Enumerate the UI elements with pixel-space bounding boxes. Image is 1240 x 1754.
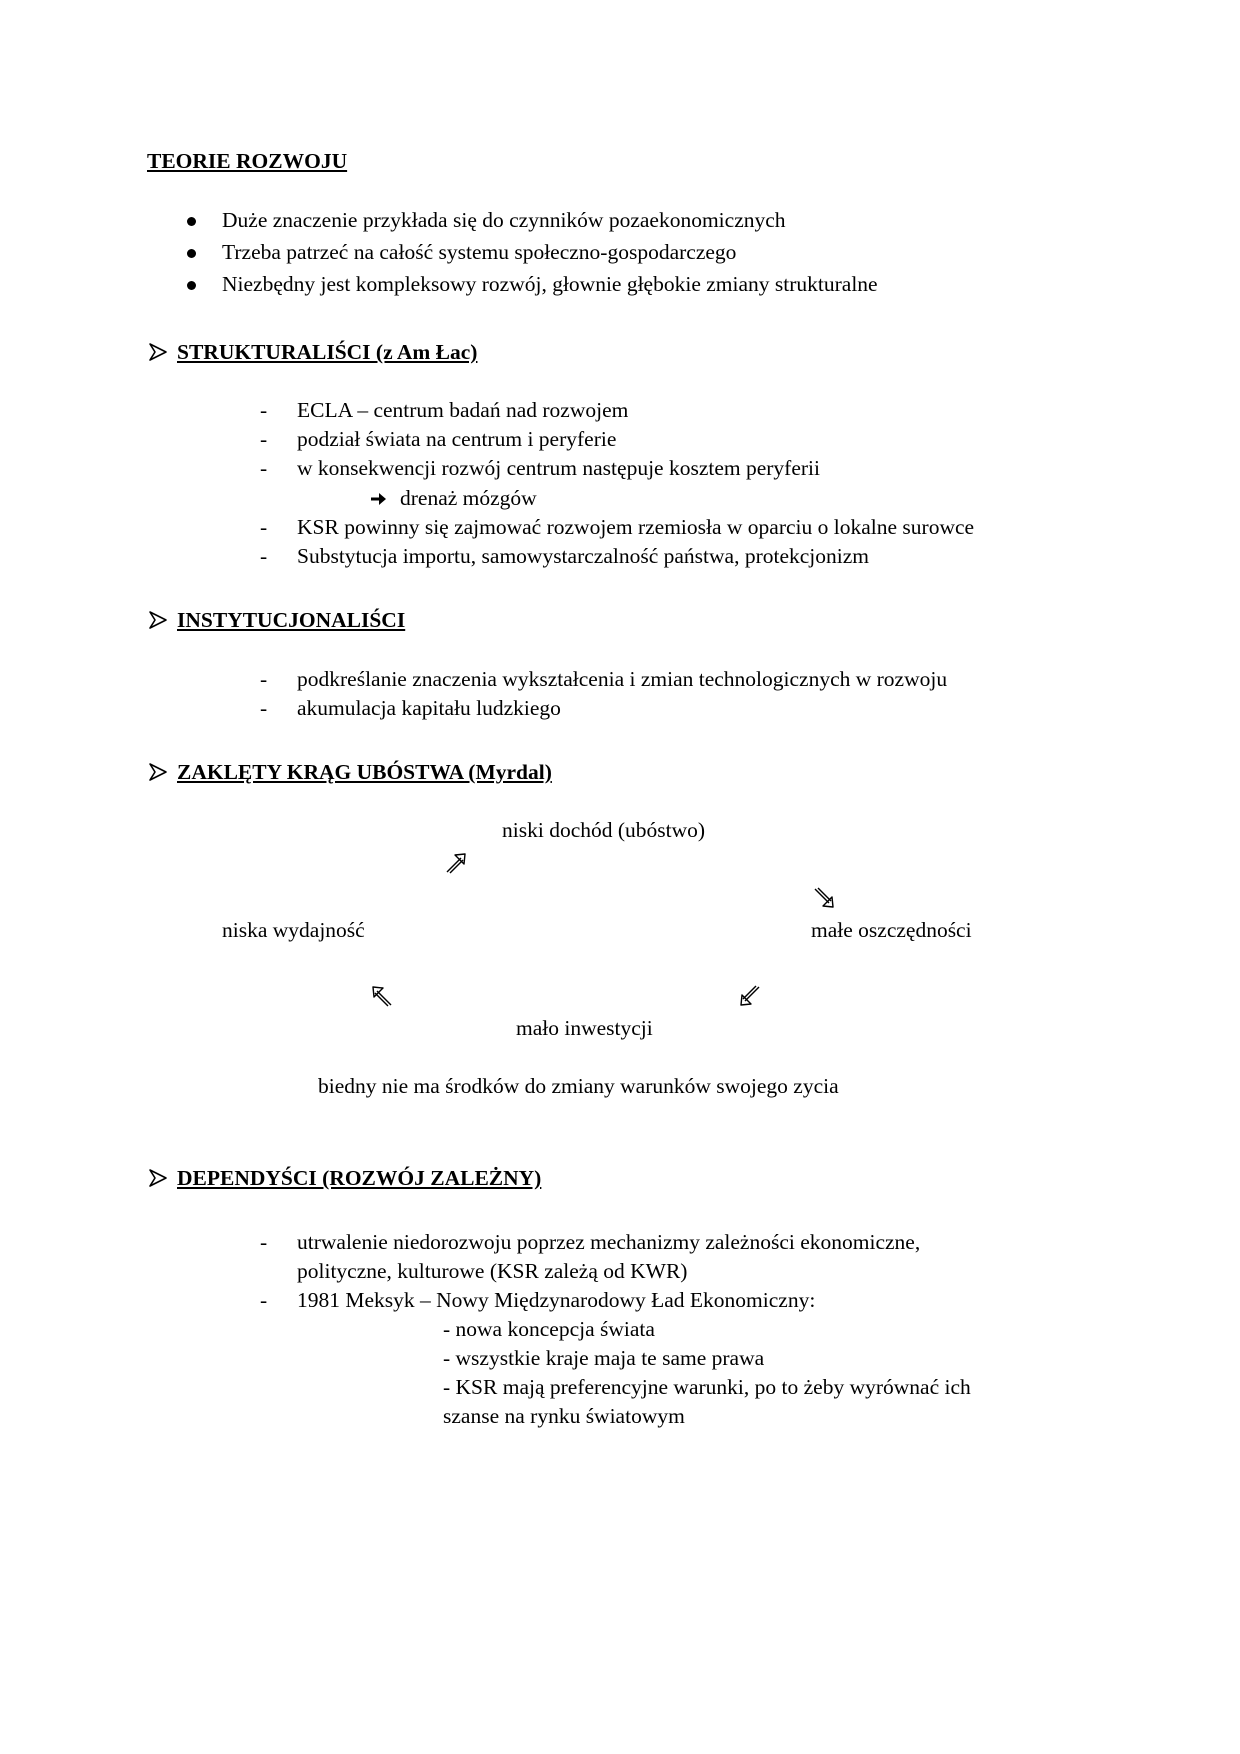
cycle-node-bottom: mało inwestycji <box>516 1016 653 1040</box>
strukturalisci-item-4: KSR powinny się zajmować rozwojem rzemiosła w oparciu o lokalne surowce <box>297 515 975 539</box>
strukturalisci-item-5: Substytucja importu, samowystarczalność państwa, protekcjonizm <box>297 544 870 568</box>
dash-marker: - <box>260 667 268 691</box>
strukturalisci-item-2: podział świata na centrum i peryferie <box>297 427 617 451</box>
bullet-dot <box>187 217 196 226</box>
dependysci-subitem-1: - nowa koncepcja świata <box>443 1317 655 1341</box>
cycle-node-top: niski dochód (ubóstwo) <box>502 818 706 842</box>
section-arrow-icon <box>148 762 168 782</box>
dependysci-subitem-3: - KSR mają preferencyjne warunki, po to żeby wyrównać ich <box>443 1375 971 1399</box>
strukturalisci-subitem: drenaż mózgów <box>400 486 537 510</box>
right-arrow-icon <box>370 490 388 508</box>
page-title: TEORIE ROZWOJU <box>147 149 348 173</box>
section-heading-strukturalisci: STRUKTURALIŚCI (z Am Łac) <box>177 340 478 364</box>
section-heading-instytucjonalisci: INSTYTUCJONALIŚCI <box>177 608 406 632</box>
arrow-down-left-icon <box>738 984 762 1008</box>
section-arrow-icon <box>148 1168 168 1188</box>
strukturalisci-item-3: w konsekwencji rozwój centrum następuje kosztem peryferii <box>297 456 820 480</box>
section-arrow-icon <box>148 342 168 362</box>
section-heading-zaklety-krag: ZAKLĘTY KRĄG UBÓSTWA (Myrdal) <box>177 760 552 784</box>
dependysci-item-1-cont: polityczne, kulturowe (KSR zależą od KWR) <box>297 1259 688 1283</box>
dash-marker: - <box>260 515 268 539</box>
dash-marker: - <box>260 1288 268 1312</box>
cycle-caption: biedny nie ma środków do zmiany warunków swojego zycia <box>318 1074 839 1098</box>
cycle-node-left: niska wydajność <box>222 918 365 942</box>
dependysci-item-1: utrwalenie niedorozwoju poprzez mechanizmy zależności ekonomiczne, <box>297 1230 921 1254</box>
intro-bullet-2: Trzeba patrzeć na całość systemu społeczno-gospodarczego <box>222 240 737 264</box>
dash-marker: - <box>260 1230 268 1254</box>
strukturalisci-item-1: ECLA – centrum badań nad rozwojem <box>297 398 629 422</box>
cycle-node-right: małe oszczędności <box>811 918 972 942</box>
section-heading-dependysci: DEPENDYŚCI (ROZWÓJ ZALEŻNY) <box>177 1166 542 1190</box>
section-arrow-icon <box>148 610 168 630</box>
intro-bullet-3: Niezbędny jest kompleksowy rozwój, głownie głębokie zmiany strukturalne <box>222 272 878 296</box>
dash-marker: - <box>260 398 268 422</box>
bullet-dot <box>187 249 196 258</box>
dash-marker: - <box>260 696 268 720</box>
instytucjonalisci-item-1: podkreślanie znaczenia wykształcenia i zmian technologicznych w rozwoju <box>297 667 948 691</box>
arrow-up-right-icon <box>444 851 468 875</box>
arrow-down-right-icon <box>812 886 836 910</box>
dash-marker: - <box>260 456 268 480</box>
instytucjonalisci-item-2: akumulacja kapitału ludzkiego <box>297 696 561 720</box>
arrow-up-left-icon <box>370 984 394 1008</box>
dependysci-subitem-2: - wszystkie kraje maja te same prawa <box>443 1346 765 1370</box>
dash-marker: - <box>260 544 268 568</box>
dependysci-item-2: 1981 Meksyk – Nowy Międzynarodowy Ład Ekonomiczny: <box>297 1288 816 1312</box>
dash-marker: - <box>260 427 268 451</box>
dependysci-subitem-3-cont: szanse na rynku światowym <box>443 1404 685 1428</box>
bullet-dot <box>187 281 196 290</box>
intro-bullet-1: Duże znaczenie przykłada się do czynników pozaekonomicznych <box>222 208 786 232</box>
